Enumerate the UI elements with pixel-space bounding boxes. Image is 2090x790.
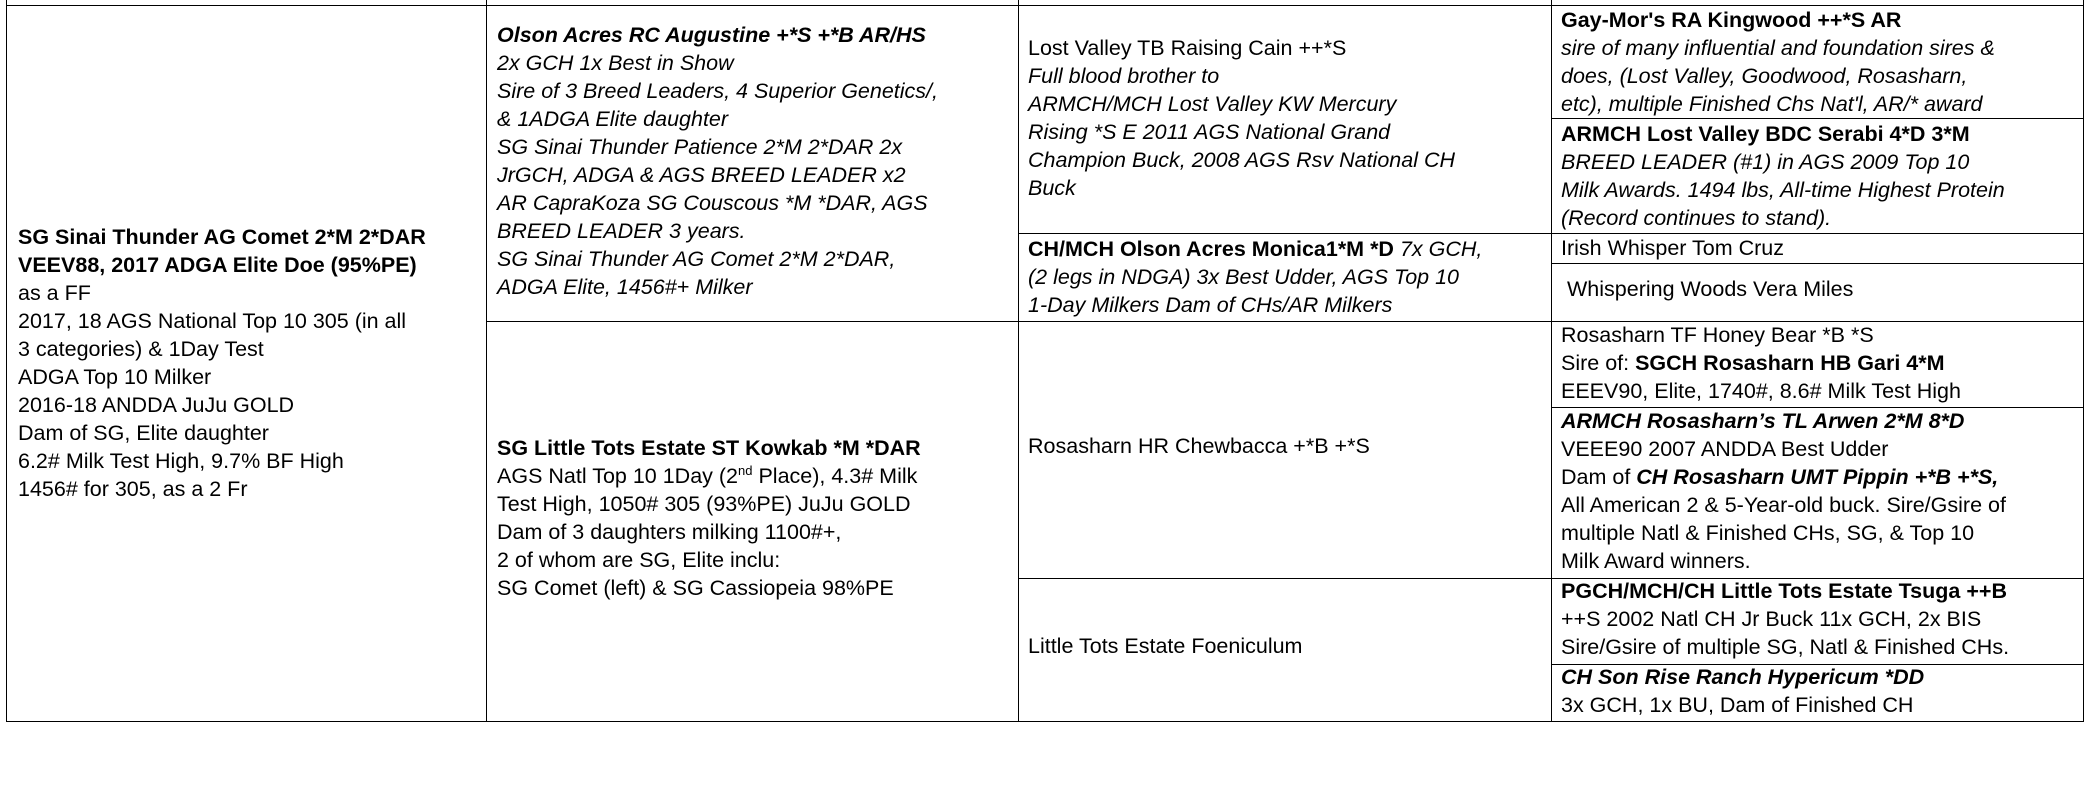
dam-detail-superscript: nd	[738, 462, 753, 478]
dam-detail: Test High, 1050# 305 (93%PE) JuJu GOLD	[497, 492, 911, 516]
col-divider-2	[1018, 0, 1019, 722]
sire-sire-detail: Champion Buck, 2008 AGS Rsv National CH	[1028, 148, 1456, 172]
sire-dam-name-line	[1028, 235, 1482, 263]
sire-sire-detail: Buck	[1028, 176, 1076, 200]
gen3-f-detail: All American 2 & 5-Year-old buck. Sire/Gsire of	[1561, 493, 2006, 517]
sire-sire-cell	[1028, 34, 1455, 202]
gen3-cell-e	[1561, 321, 1961, 405]
gen3-f-detail: multiple Natl & Finished CHs, SG, & Top 10	[1561, 521, 1975, 545]
gen3-f-dam-of-line	[1561, 463, 2006, 491]
sire-detail: JrGCH, ADGA & AGS BREED LEADER x2	[497, 163, 906, 187]
gen3-cell-d	[1567, 275, 1853, 303]
gen3-a-name: Gay-Mor's RA Kingwood ++*S AR	[1561, 8, 1902, 32]
dam-detail-part: Place), 4.3# Milk	[752, 464, 918, 488]
table-right-border	[2083, 0, 2084, 722]
gen3-b-detail: Milk Awards. 1494 lbs, All-time Highest Protein	[1561, 178, 2005, 202]
subject-cell	[18, 223, 426, 503]
sire-sire-detail: Full blood brother to	[1028, 64, 1220, 88]
gen3-d-name: Whispering Woods Vera Miles	[1567, 277, 1854, 301]
gen3-f-detail: VEEE90 2007 ANDDA Best Udder	[1561, 437, 1889, 461]
gen3-cell-c	[1561, 234, 1784, 262]
gen3-g-detail: ++S 2002 Natl CH Jr Buck 11x GCH, 2x BIS	[1561, 607, 1982, 631]
gen3-g-detail: Sire/Gsire of multiple SG, Natl & Finished CHs.	[1561, 635, 2010, 659]
dam-detail: 2 of whom are SG, Elite inclu:	[497, 548, 781, 572]
sire-dam-detail: 1-Day Milkers Dam of CHs/AR Milkers	[1028, 293, 1393, 317]
table-left-border	[6, 0, 7, 722]
dam-detail: Dam of 3 daughters milking 1100#+,	[497, 520, 842, 544]
dam-dam-cell	[1028, 632, 1302, 660]
dam-detail-line	[497, 462, 921, 490]
gen3-a-detail: does, (Lost Valley, Goodwood, Rosasharn,	[1561, 64, 1968, 88]
gen3-a-detail: etc), multiple Finished Chs Nat'l, AR/* award	[1561, 92, 1983, 116]
gen3-cell-g	[1561, 577, 2009, 661]
sire-sire-detail: Rising *S E 2011 AGS National Grand	[1028, 120, 1391, 144]
dam-dam-name: Little Tots Estate Foeniculum	[1028, 634, 1303, 658]
col-divider-1	[486, 0, 487, 722]
gen3-cell-b	[1561, 120, 2005, 232]
sire-detail: BREED LEADER 3 years.	[497, 219, 746, 243]
gen3-e-sire-of-line	[1561, 349, 1961, 377]
sire-dam-name: CH/MCH Olson Acres Monica1*M *D	[1028, 237, 1394, 261]
subject-detail: ADGA Top 10 Milker	[18, 365, 212, 389]
gen3-cell-h	[1561, 663, 1924, 719]
gen3-g-name: PGCH/MCH/CH Little Tots Estate Tsuga ++B	[1561, 579, 2007, 603]
gen3-a-detail: sire of many influential and foundation sires &	[1561, 36, 1995, 60]
gen3-e-sire-of-label: Sire of:	[1561, 351, 1636, 375]
gen3-e-detail: EEEV90, Elite, 1740#, 8.6# Milk Test High	[1561, 379, 1961, 403]
sire-cell	[497, 21, 938, 301]
subject-detail: 2017, 18 AGS National Top 10 305 (in all	[18, 309, 407, 333]
dam-sire-name: Rosasharn HR Chewbacca +*B +*S	[1028, 434, 1370, 458]
sire-detail: ADGA Elite, 1456#+ Milker	[497, 275, 753, 299]
sire-sire-name: Lost Valley TB Raising Cain ++*S	[1028, 36, 1347, 60]
col-divider-3	[1551, 0, 1552, 722]
dam-name: SG Little Tots Estate ST Kowkab *M *DAR	[497, 436, 921, 460]
sire-dam-name-tail: 7x GCH,	[1393, 237, 1483, 261]
gen3-cell-a	[1561, 6, 1995, 118]
sire-sire-detail: ARMCH/MCH Lost Valley KW Mercury	[1028, 92, 1397, 116]
sire-detail: Sire of 3 Breed Leaders, 4 Superior Genetics/,	[497, 79, 938, 103]
subject-detail: Dam of SG, Elite daughter	[18, 421, 269, 445]
dam-detail: SG Comet (left) & SG Cassiopeia 98%PE	[497, 576, 894, 600]
gen3-f-name: ARMCH Rosasharn’s TL Arwen 2*M 8*D	[1561, 409, 1965, 433]
subject-detail: 6.2# Milk Test High, 9.7% BF High	[18, 449, 344, 473]
dam-sire-cell	[1028, 432, 1370, 460]
row-divider-gen2-top	[1018, 233, 2083, 234]
gen3-cell-f	[1561, 407, 2006, 575]
row-divider-gen3-c	[1551, 263, 2083, 264]
sire-dam-detail: (2 legs in NDGA) 3x Best Udder, AGS Top 10	[1028, 265, 1459, 289]
sire-dam-cell	[1028, 235, 1482, 319]
gen3-e-name: Rosasharn TF Honey Bear *B *S	[1561, 323, 1874, 347]
gen3-f-dam-of: CH Rosasharn UMT Pippin +*B +*S,	[1636, 465, 1999, 489]
subject-detail: 3 categories) & 1Day Test	[18, 337, 264, 361]
gen3-e-sire-of: SGCH Rosasharn HB Gari 4*M	[1635, 351, 1945, 375]
gen3-f-dam-of-label: Dam of	[1561, 465, 1637, 489]
sire-name: Olson Acres RC Augustine +*S +*B AR/HS	[497, 23, 926, 47]
table-bottom-border	[6, 721, 2083, 722]
row-divider-gen3-a	[1551, 118, 2083, 119]
gen3-f-detail: Milk Award winners.	[1561, 549, 1751, 573]
gen3-h-name: CH Son Rise Ranch Hypericum *DD	[1561, 665, 1925, 689]
sire-detail: AR CapraKoza SG Couscous *M *DAR, AGS	[497, 191, 928, 215]
sire-detail: 2x GCH 1x Best in Show	[497, 51, 734, 75]
dam-cell	[497, 434, 921, 602]
gen3-b-detail: BREED LEADER (#1) in AGS 2009 Top 10	[1561, 150, 1970, 174]
gen3-h-detail: 3x GCH, 1x BU, Dam of Finished CH	[1561, 693, 1914, 717]
gen3-c-name: Irish Whisper Tom Cruz	[1561, 236, 1785, 260]
dam-detail-part: AGS Natl Top 10 1Day (2	[497, 464, 739, 488]
subject-detail: 1456# for 305, as a 2 Fr	[18, 477, 248, 501]
gen3-b-detail: (Record continues to stand).	[1561, 206, 1832, 230]
subject-name-line-2: VEEV88, 2017 ADGA Elite Doe (95%PE)	[18, 253, 417, 277]
gen3-b-name: ARMCH Lost Valley BDC Serabi 4*D 3*M	[1561, 122, 1970, 146]
sire-detail: SG Sinai Thunder AG Comet 2*M 2*DAR,	[497, 247, 896, 271]
subject-detail: as a FF	[18, 281, 91, 305]
subject-detail: 2016-18 ANDDA JuJu GOLD	[18, 393, 295, 417]
sire-detail: SG Sinai Thunder Patience 2*M 2*DAR 2x	[497, 135, 903, 159]
subject-name-line-1: SG Sinai Thunder AG Comet 2*M 2*DAR	[18, 225, 426, 249]
sire-detail: & 1ADGA Elite daughter	[497, 107, 729, 131]
